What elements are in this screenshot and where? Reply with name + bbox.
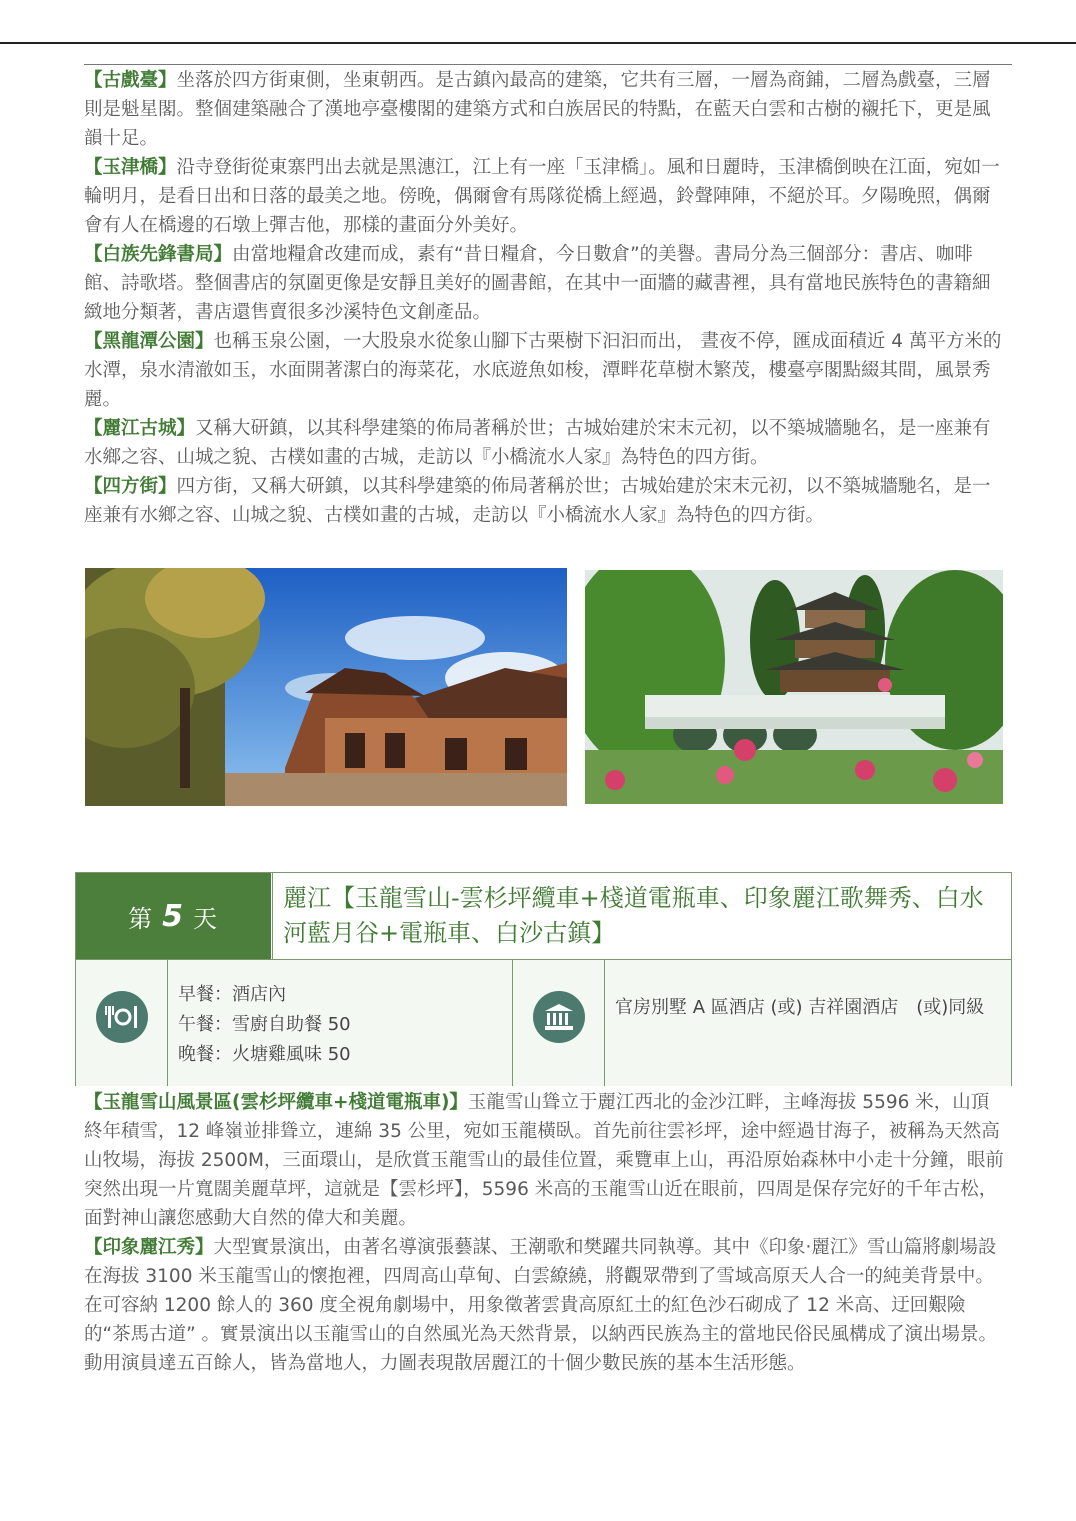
attraction-paragraph [84,153,1004,240]
attraction-text: 坐落於四方街東側，坐東朝西。是古鎮內最高的建築，它共有三層，一層為商鋪，二層為戲臺，三層則是魁星閣。整個建築融合了漢地亭臺樓閣的建築方式和白族居民的特點，在藍天白雲和古樹的襯托下，更是風韻十足。 [84,70,991,149]
day-details-row [76,959,1011,1086]
attraction-paragraph [84,1088,1004,1233]
attraction-paragraph [84,414,1004,472]
attraction-title: 【白族先鋒書局】 [84,244,233,265]
day-prefix: 第 [128,904,155,933]
attraction-title: 【古戲臺】 [84,70,177,91]
attraction-title: 【印象麗江秀】 [84,1237,214,1258]
attraction-paragraph [84,66,1004,153]
day-itinerary-table [75,872,1012,1086]
meal-icon-cell [76,960,168,1086]
attraction-title: 【麗江古城】 [84,418,196,439]
attraction-text: 大型實景演出，由著名導演張藝謀、王潮歌和樊躍共同執導。其中《印象·麗江》雪山篇將劇場設在海拔 3100 米玉龍雪山的懷抱裡，四周高山草甸、白雲繚繞，將觀眾帶到了雪域高原天人合一的純美背景中。在可容納 1200 餘人的 360 度全視角劇場中，用象徵著雲貴高原紅土的紅色沙石砌成了 12 米高、迂回艱險的“茶馬古道” 。實景演出以玉龍雪山的自然風光為天然背景，以納西民族為主的當地民俗民風構成了演出場景。動用演員達五百餘人，皆為當地人，力圖表現散居麗江的十個少數民族的基本生活形態。 [84,1237,998,1374]
attraction-title: 【四方街】 [84,476,177,497]
dining-icon [96,991,148,1043]
day-suffix: 天 [192,904,219,933]
hotel-icon-cell [513,960,605,1086]
dinner: 晚餐：火塘雞風味 50 [178,1044,351,1065]
day-title: 麗江【玉龍雪山-雲杉坪纜車+棧道電瓶車、印象麗江歌舞秀、白水河藍月谷+電瓶車、白沙古鎮】 [272,873,1012,959]
section-rule [84,64,1012,65]
attraction-title: 【玉龍雪山風景區(雲杉坪纜車+棧道電瓶車)】 [84,1092,468,1113]
lunch: 午餐：雪廚自助餐 50 [178,1014,351,1035]
black-dragon-pool-photo [585,570,1003,804]
hotel-cell [605,960,1011,1086]
attraction-paragraph [84,472,1004,530]
attraction-text: 又稱大研鎮，以其科學建築的佈局著稱於世；古城始建於宋末元初，以不築城牆馳名，是一座兼有水鄉之容、山城之貌、古樸如畫的古城，走訪以『小橋流水人家』為特色的四方街。 [84,418,991,468]
day-number: 5 [162,898,185,934]
header-rule [0,42,1076,44]
ancient-stage-photo [85,568,567,806]
attraction-text: 四方街，又稱大研鎮，以其科學建築的佈局著稱於世；古城始建於宋末元初，以不築城牆馳名，是一座兼有水鄉之容、山城之貌、古樸如畫的古城，走訪以『小橋流水人家』為特色的四方街。 [84,476,991,526]
attraction-text: 沿寺登街從東寨門出去就是黑潓江，江上有一座「玉津橋」。風和日麗時，玉津橋倒映在江面，宛如一輪明月，是看日出和日落的最美之地。傍晚，偶爾會有馬隊從橋上經過，鈴聲陣陣，不絕於耳。夕陽晚照，偶爾會有人在橋邊的石墩上彈吉他，那樣的畫面分外美好。 [84,157,1000,236]
day-number-header [76,873,271,959]
attraction-title: 【黑龍潭公園】 [84,331,214,352]
attraction-text: 也稱玉泉公園，一大股泉水從象山腳下古栗樹下汩汩而出， 晝夜不停，匯成面積近 4 萬平方米的水潭，泉水清澈如玉，水面開著潔白的海菜花，水底遊魚如梭，潭畔花草樹木繁茂，樓臺亭閣點綴其間，風景秀麗。 [84,331,1002,410]
attraction-paragraph [84,1233,1004,1378]
attraction-title: 【玉津橋】 [84,157,177,178]
attraction-paragraph [84,327,1004,414]
hotel-name: 官房別墅 A 區酒店 (或) 吉祥園酒店 (或)同級 [615,997,985,1018]
attractions-section [84,66,1004,530]
attraction-text: 由當地糧倉改建而成，素有“昔日糧倉，今日數倉”的美譽。書局分為三個部分：書店、咖啡館、詩歌塔。整個書店的氛圍更像是安靜且美好的圖書館，在其中一面牆的藏書裡，具有當地民族特色的書籍細緻地分類著，書店還售賣很多沙溪特色文創產品。 [84,244,991,323]
meals-cell [168,960,513,1086]
breakfast: 早餐：酒店內 [178,984,286,1005]
attraction-paragraph [84,240,1004,327]
day-attractions-section [84,1088,1004,1378]
attraction-text: 玉龍雪山聳立于麗江西北的金沙江畔，主峰海拔 5596 米，山頂終年積雪，12 峰嶺並排聳立，連綿 35 公里，宛如玉龍橫臥。首先前往雲衫坪，途中經過甘海子，被稱為天然高山牧場，海拔 2500M，三面環山，是欣賞玉龍雪山的最佳位置，乘覽車上山，再沿原始森林中小走十分鐘，眼前突然出現一片寬闊美麗草坪，這就是【雲杉坪】，5596 米高的玉龍雪山近在眼前，四周是保存完好的千年古松，面對神山讓您感動大自然的偉大和美麗。 [84,1092,1004,1229]
hotel-building-icon [533,991,585,1043]
